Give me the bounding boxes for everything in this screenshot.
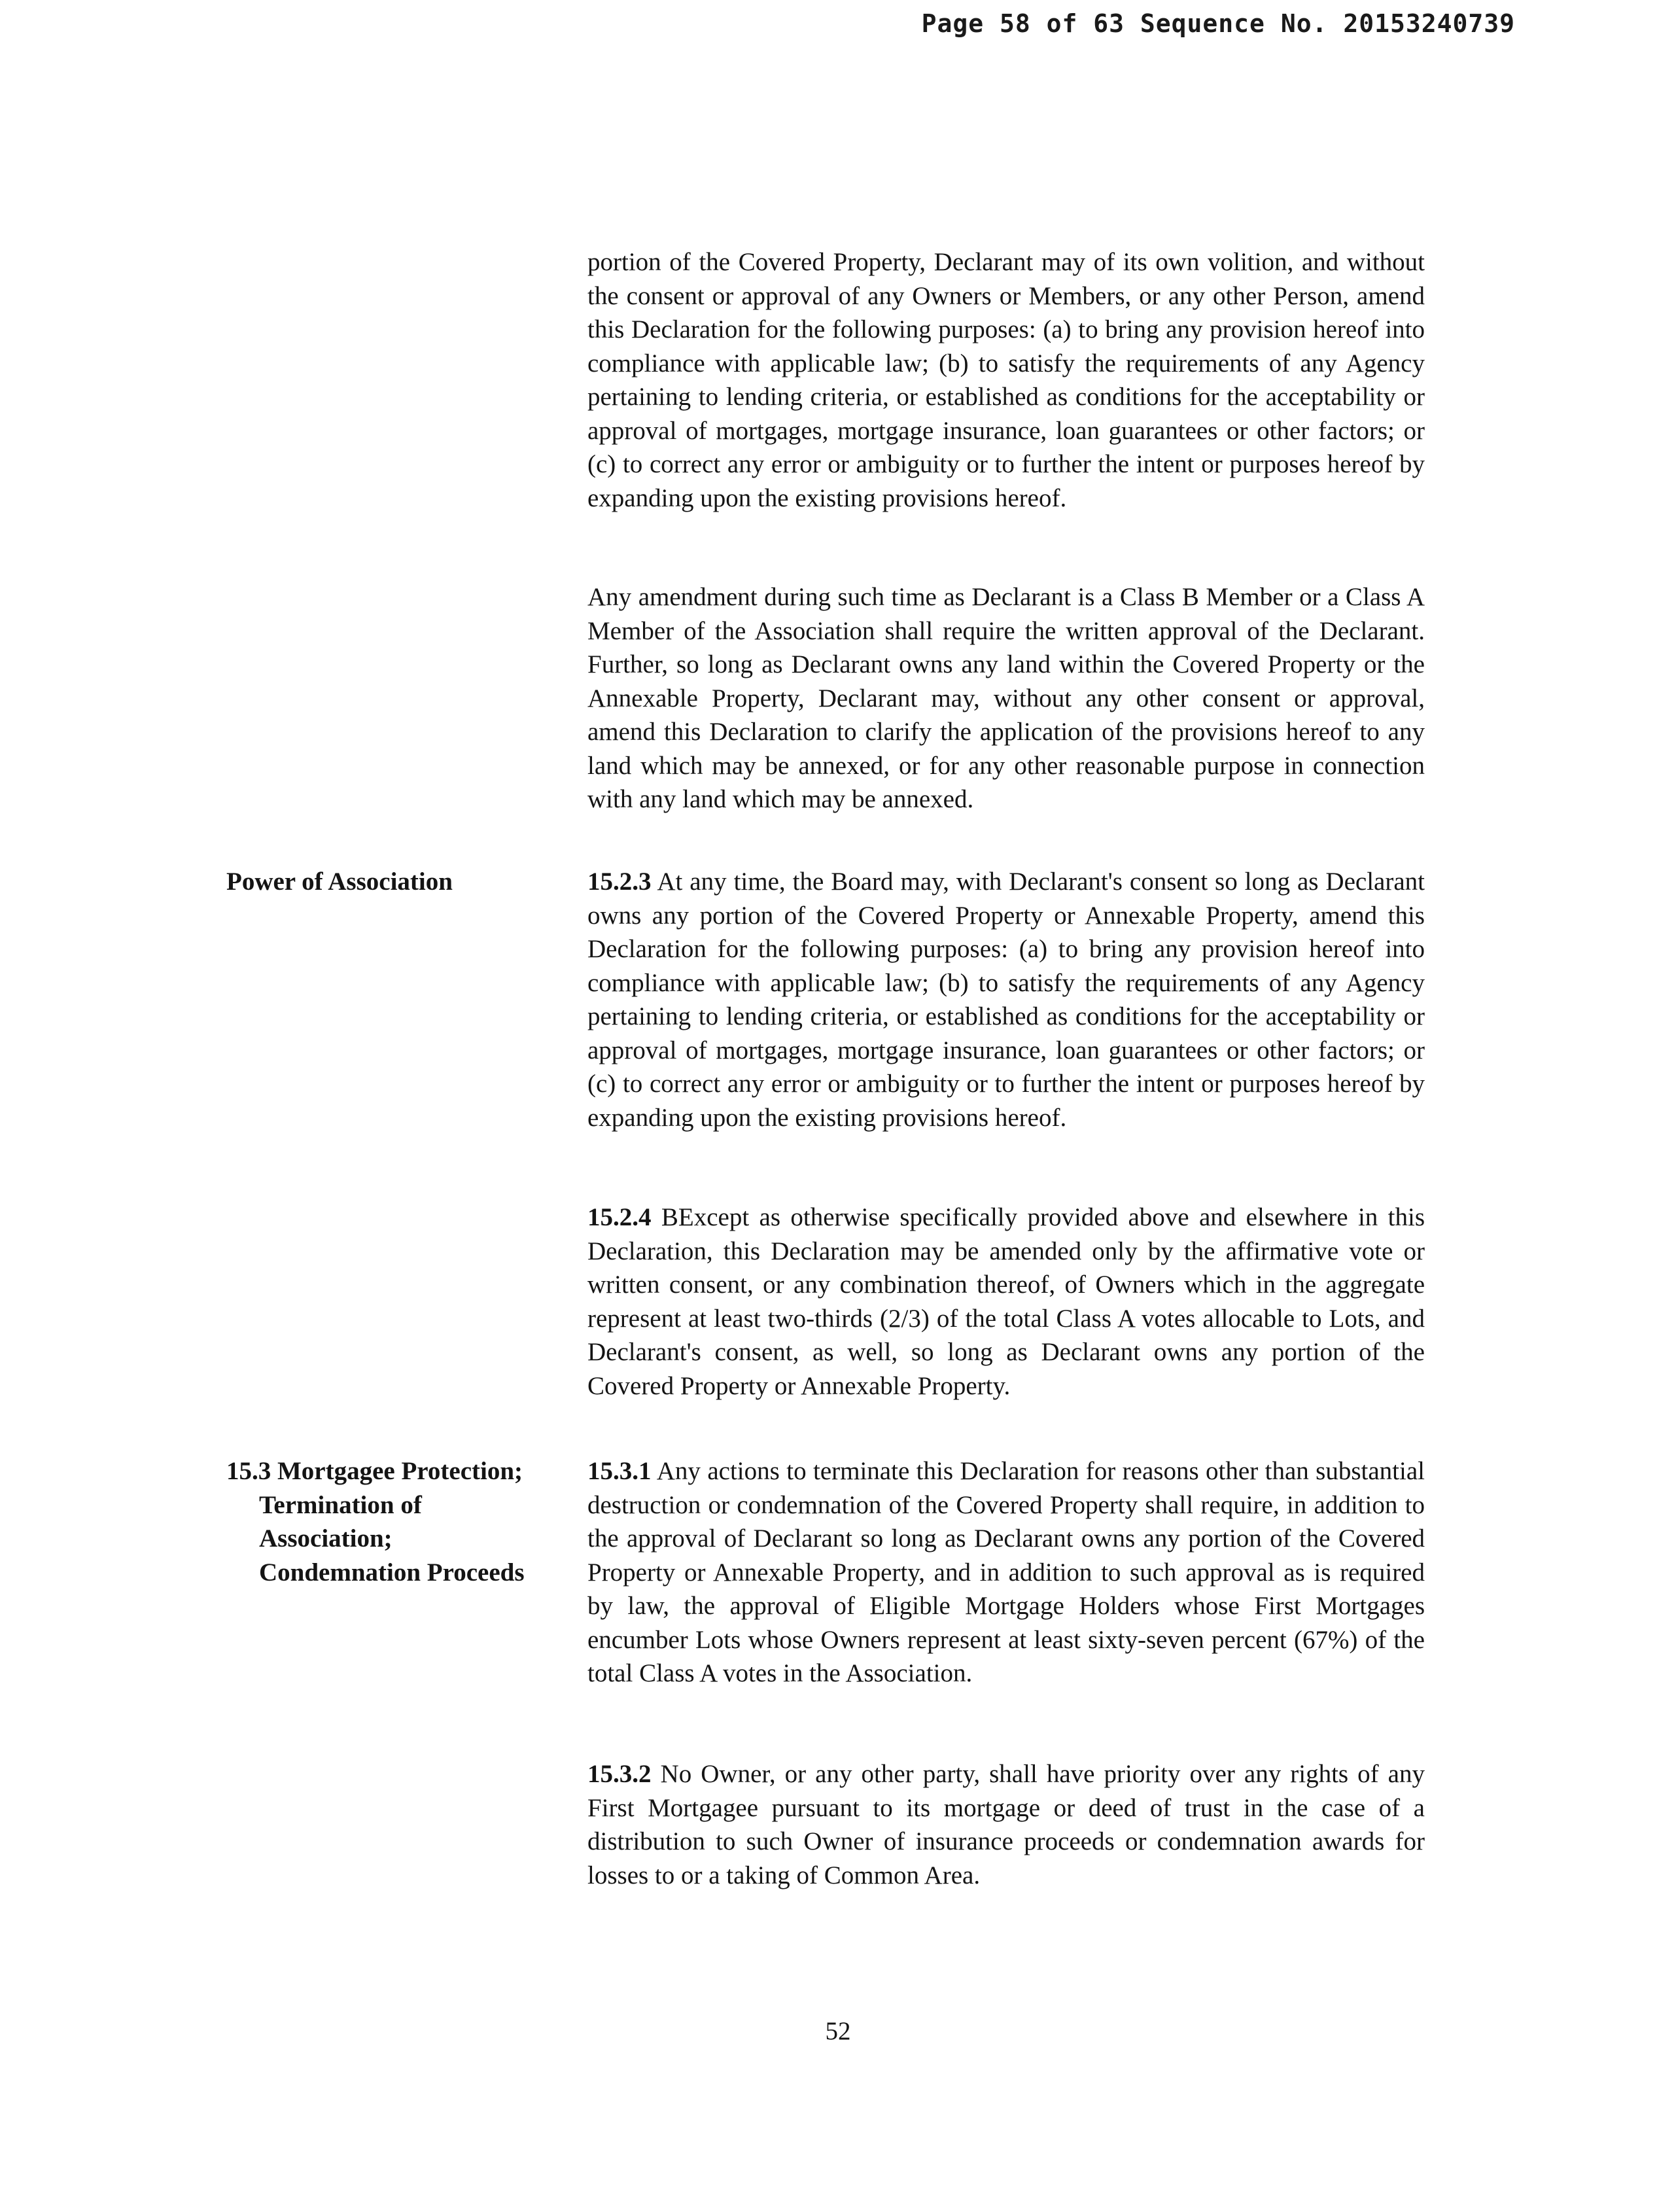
side-heading-line: 15.3 Mortgagee Protection; — [226, 1457, 523, 1485]
section-number: 15.2.4 — [587, 1203, 652, 1231]
section-text: At any time, the Board may, with Declarant's consent so long as Declarant owns any portion of the Covered Property or Annexable Property, amend this Declaration for the following purposes: (a) to bring any provision hereof into compliance with applicable law; (b) to satisfy the requirements of any Agency pertaining to lending criteria, or established as conditions for the acceptability or approval of mortgages, mortgage insurance, loan guarantees or other factors; or (c) to correct any error or ambiguity or to further the intent or purposes hereof by expanding upon the existing provisions hereof. — [587, 868, 1425, 1132]
side-heading-line: Association; — [259, 1524, 393, 1553]
section-number: 15.3.1 — [587, 1457, 652, 1485]
section-15-2-4 — [587, 1201, 1425, 1403]
page-number: 52 — [825, 2017, 851, 2045]
paragraph-amendment-by-declarant: portion of the Covered Property, Declarant may of its own volition, and without the consent or approval of any Owners or Members, or any other Person, amend this Declaration for the following purposes: (a) to bring any provision hereof into compliance with applicable law; (b) to satisfy the requirements of any Agency pertaining to lending criteria, or established as conditions for the acceptability or approval of mortgages, mortgage insurance, loan guarantees or other factors; or (c) to correct any error or ambiguity or to further the intent or purposes hereof by expanding upon the existing provisions hereof. — [587, 248, 1425, 512]
section-text: No Owner, or any other party, shall have priority over any rights of any First Mortgagee pursuant to its mortgage or deed of trust in the case of a distribution to such Owner of insurance proceeds or condemnation awards for losses to or a taking of Common Area. — [587, 1760, 1425, 1889]
section-15-3-2 — [587, 1757, 1425, 1892]
side-heading-power-of-association: Power of Association — [226, 868, 453, 896]
section-text: BExcept as otherwise specifically provided above and elsewhere in this Declaration, this Declaration may be amended only by the affirmative vote or written consent, or any combination thereof, of Owners which in the aggregate represent at least two-thirds (2/3) of the total Class A votes allocable to Lots, and Declarant's consent, as well, so long as Declarant owns any portion of the Covered Property or Annexable Property. — [587, 1203, 1425, 1400]
section-text: Any actions to terminate this Declaration for reasons other than substantial destruction or condemnation of the Covered Property shall require, in addition to the approval of Declarant so long as Declarant owns any portion of the Covered Property or Annexable Property, and in addition to such approval as is required by law, the approval of Eligible Mortgage Holders whose First Mortgages encumber Lots whose Owners represent at least sixty-seven percent (67%) of the total Class A votes in the Association. — [587, 1457, 1425, 1687]
section-number: 15.2.3 — [587, 868, 652, 896]
side-heading-line: Condemnation Proceeds — [259, 1558, 525, 1587]
side-heading-line: Termination of — [259, 1490, 422, 1519]
section-15-3-1 — [587, 1454, 1425, 1691]
side-heading-mortgagee-protection — [226, 1454, 567, 1589]
section-number: 15.3.2 — [587, 1760, 652, 1788]
paragraph-amendment-approval: Any amendment during such time as Declarant is a Class B Member or a Class A Member of the Association shall require the written approval of the Declarant. Further, so long as Declarant owns any land within the Covered Property or the Annexable Property, Declarant may, without any other consent or approval, amend this Declaration to clarify the application of the provisions hereof to any land which may be annexed, or for any other reasonable purpose in connection with any land which may be annexed. — [587, 583, 1425, 813]
page-sequence-header: Page 58 of 63 Sequence No. 20153240739 — [921, 9, 1515, 38]
section-15-2-3 — [587, 865, 1425, 1134]
